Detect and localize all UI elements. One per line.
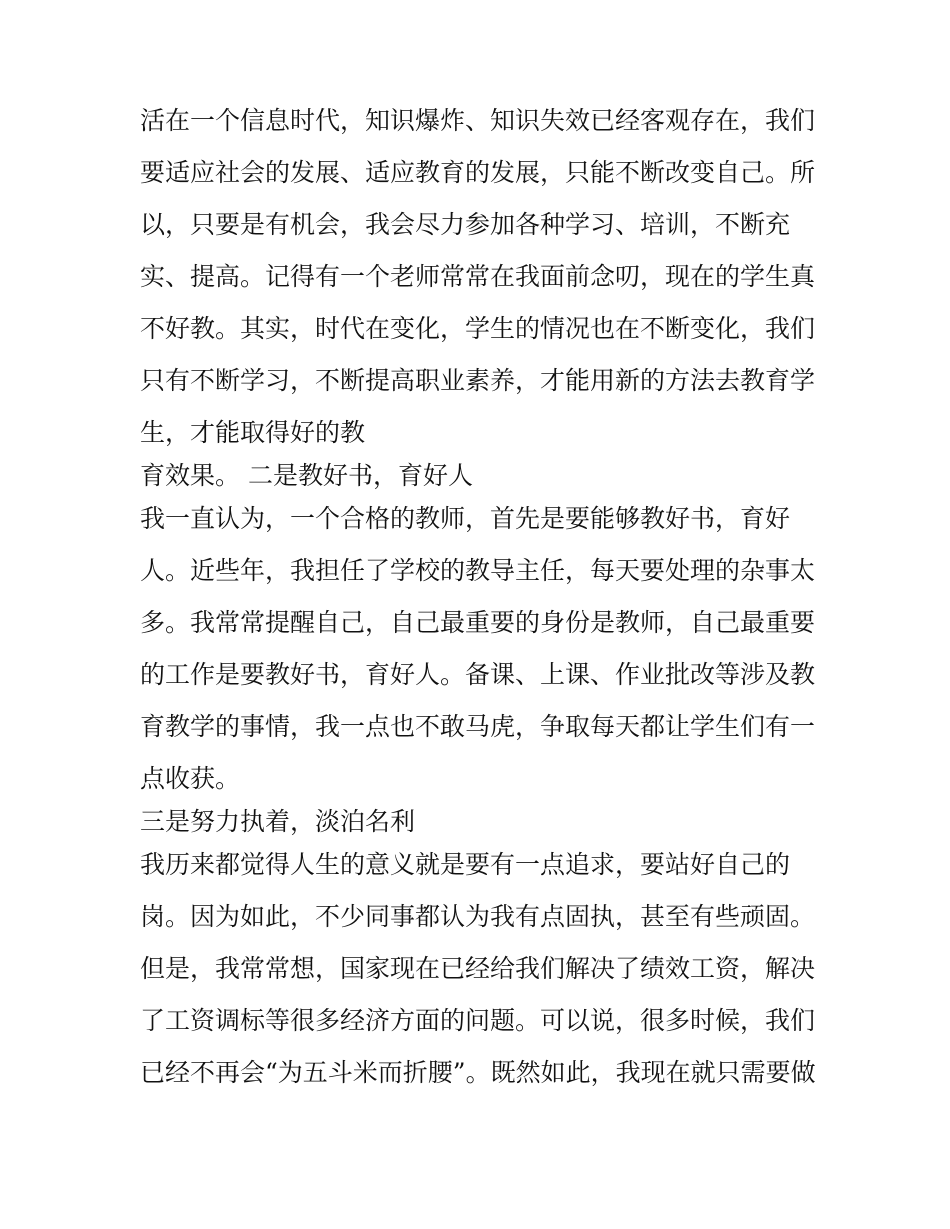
section-heading: 三是努力执着，淡泊名利: [140, 807, 416, 836]
text-line: 点收获。: [140, 764, 241, 793]
text-line: 多。我常常提醒自己，自己最重要的身份是教师，自己最重要: [140, 608, 816, 637]
text-line: 育教学的事情，我一点也不敢马虎，争取每天都让学生们有一: [140, 712, 816, 741]
text-line: 要适应社会的发展、适应教育的发展，只能不断改变自己。所: [140, 158, 816, 187]
body-text: [140, 108, 820, 1085]
text-line: 以，只要是有机会，我会尽力参加各种学习、培训，不断充: [140, 210, 791, 239]
text-line: 但是，我常常想，国家现在已经给我们解决了绩效工资，解决: [140, 954, 816, 983]
text-line: 我历来都觉得人生的意义就是要有一点追求，要站好自己的: [140, 850, 791, 879]
text-line: 不好教。其实，时代在变化，学生的情况也在不断变化，我们: [140, 314, 816, 343]
text-line: 实、提高。记得有一个老师常常在我面前念叨，现在的学生真: [140, 262, 816, 291]
section-heading: 育效果。 二是教好书，育好人: [140, 461, 473, 490]
text-line: 已经不再会“为五斗米而折腰”。既然如此，我现在就只需要做: [140, 1058, 816, 1087]
text-line: 人。近些年，我担任了学校的教导主任，每天要处理的杂事太: [140, 556, 816, 585]
text-line: 了工资调标等很多经济方面的问题。可以说，很多时候，我们: [140, 1006, 816, 1035]
text-line: 生，才能取得好的教: [140, 418, 366, 447]
text-line: 我一直认为，一个合格的教师，首先是要能够教好书，育好: [140, 504, 791, 533]
text-line: 活在一个信息时代，知识爆炸、知识失效已经客观存在，我们: [140, 106, 816, 135]
text-line: 的工作是要教好书，育好人。备课、上课、作业批改等涉及教: [140, 660, 816, 689]
text-line: 只有不断学习，不断提高职业素养，才能用新的方法去教育学: [140, 366, 816, 395]
text-line: 岗。因为如此，不少同事都认为我有点固执，甚至有些顽固。: [140, 902, 816, 931]
